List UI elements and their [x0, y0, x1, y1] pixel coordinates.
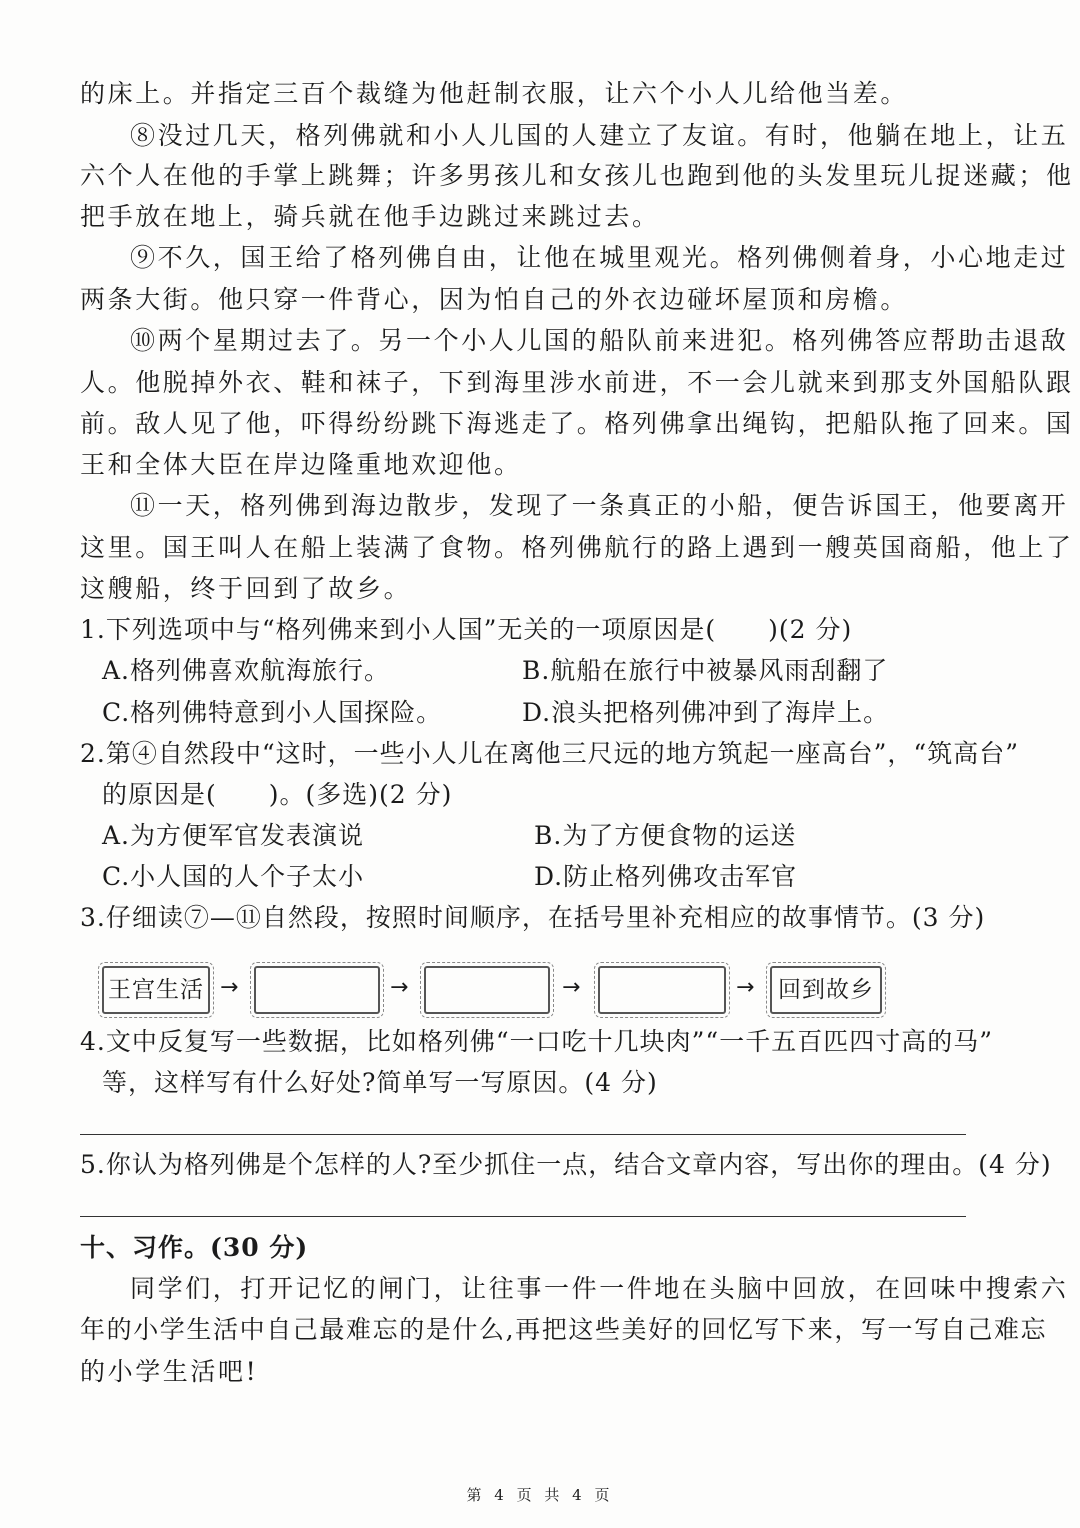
passage-paragraph-9: ⑨不久，国王给了格列佛自由，让他在城里观光。格列佛侧着身，小心地走过 — [130, 243, 1069, 272]
composition-prompt-line: 同学们，打开记忆的闸门，让往事一件一件地在头脑中回放，在回味中搜索六 — [130, 1274, 1069, 1303]
arrow-right-icon: → — [562, 975, 581, 1000]
answer-line-q4[interactable] — [80, 1134, 966, 1135]
passage-paragraph-10: ⑩两个星期过去了。另一个小人儿国的船队前来进犯。格列佛答应帮助击退敌 — [130, 326, 1069, 355]
question-1-option-b[interactable]: B.航船在旅行中被暴风雨刮翻了 — [522, 656, 889, 685]
flow-box-end: 回到故乡 — [770, 966, 882, 1014]
passage-line: 前。敌人见了他，吓得纷纷跳下海逃走了。格列佛拿出绳钩，把船队拖了回来。国 — [80, 409, 1074, 438]
passage-line: 把手放在地上，骑兵就在他手边跳过来跳过去。 — [80, 202, 660, 231]
flow-box-blank-2[interactable] — [424, 966, 550, 1014]
passage-paragraph-8: ⑧没过几天，格列佛就和小人儿国的人建立了友谊。有时，他躺在地上，让五 — [130, 121, 1069, 150]
page-number-footer: 第 4 页 共 4 页 — [466, 1486, 614, 1504]
passage-line: 人。他脱掉外衣、鞋和袜子，下到海里涉水前进，不一会儿就来到那支外国船队跟 — [80, 368, 1074, 397]
arrow-right-icon: → — [390, 975, 409, 1000]
question-1-option-c[interactable]: C.格列佛特意到小人国探险。 — [102, 698, 443, 727]
passage-paragraph-11: ⑪一天，格列佛到海边散步，发现了一条真正的小船，便告诉国王，他要离开 — [130, 491, 1069, 520]
passage-line: 的床上。并指定三百个裁缝为他赶制衣服，让六个小人儿给他当差。 — [80, 79, 909, 108]
question-2-option-a[interactable]: A.为方便军官发表演说 — [102, 821, 365, 850]
passage-line: 这艘船，终于回到了故乡。 — [80, 574, 412, 603]
question-1-option-d[interactable]: D.浪头把格列佛冲到了海岸上。 — [522, 698, 890, 727]
passage-line: 两条大街。他只穿一件背心，因为怕自己的外衣边碰坏屋顶和房檐。 — [80, 285, 909, 314]
section-title-composition: 十、习作。(30 分) — [80, 1233, 309, 1262]
passage-line: 这里。国王叫人在船上装满了食物。格列佛航行的路上遇到一艘英国商船，他上了 — [80, 533, 1074, 562]
composition-prompt-line: 的小学生活吧! — [80, 1357, 259, 1386]
flow-box-blank-1[interactable] — [254, 966, 380, 1014]
passage-line: 王和全体大臣在岸边隆重地欢迎他。 — [80, 450, 522, 479]
composition-prompt-line: 年的小学生活中自己最难忘的是什么,再把这些美好的回忆写下来，写一写自己难忘 — [80, 1315, 1048, 1344]
question-1-stem: 1.下列选项中与“格列佛来到小人国”无关的一项原因是( )(2 分) — [80, 615, 853, 644]
passage-line: 六个人在他的手掌上跳舞；许多男孩儿和女孩儿也跑到他的头发里玩儿捉迷藏；他 — [80, 161, 1074, 190]
question-5-stem: 5.你认为格列佛是个怎样的人?至少抓住一点，结合文章内容，写出你的理由。(4 分) — [80, 1150, 1052, 1179]
question-2-option-b[interactable]: B.为了方便食物的运送 — [534, 821, 797, 850]
question-1-option-a[interactable]: A.格列佛喜欢航海旅行。 — [102, 656, 391, 685]
question-2-stem-continued: 的原因是( )。(多选)(2 分) — [102, 780, 453, 809]
flow-box-start: 王宫生活 — [102, 966, 210, 1014]
question-4-stem-continued: 等，这样写有什么好处?简单写一写原因。(4 分) — [102, 1068, 658, 1097]
question-4-stem: 4.文中反复写一些数据，比如格列佛“一口吃十几块肉”“一千五百匹四寸高的马” — [80, 1027, 993, 1056]
answer-line-q5[interactable] — [80, 1216, 966, 1217]
arrow-right-icon: → — [736, 975, 755, 1000]
question-2-option-d[interactable]: D.防止格列佛攻击军官 — [534, 862, 798, 891]
question-2-stem: 2.第④自然段中“这时，一些小人儿在离他三尺远的地方筑起一座高台”，“筑高台” — [80, 739, 1019, 768]
question-2-option-c[interactable]: C.小人国的人个子太小 — [102, 862, 365, 891]
arrow-right-icon: → — [220, 975, 239, 1000]
flow-box-blank-3[interactable] — [598, 966, 726, 1014]
question-3-stem: 3.仔细读⑦—⑪自然段，按照时间顺序，在括号里补充相应的故事情节。(3 分) — [80, 903, 986, 932]
